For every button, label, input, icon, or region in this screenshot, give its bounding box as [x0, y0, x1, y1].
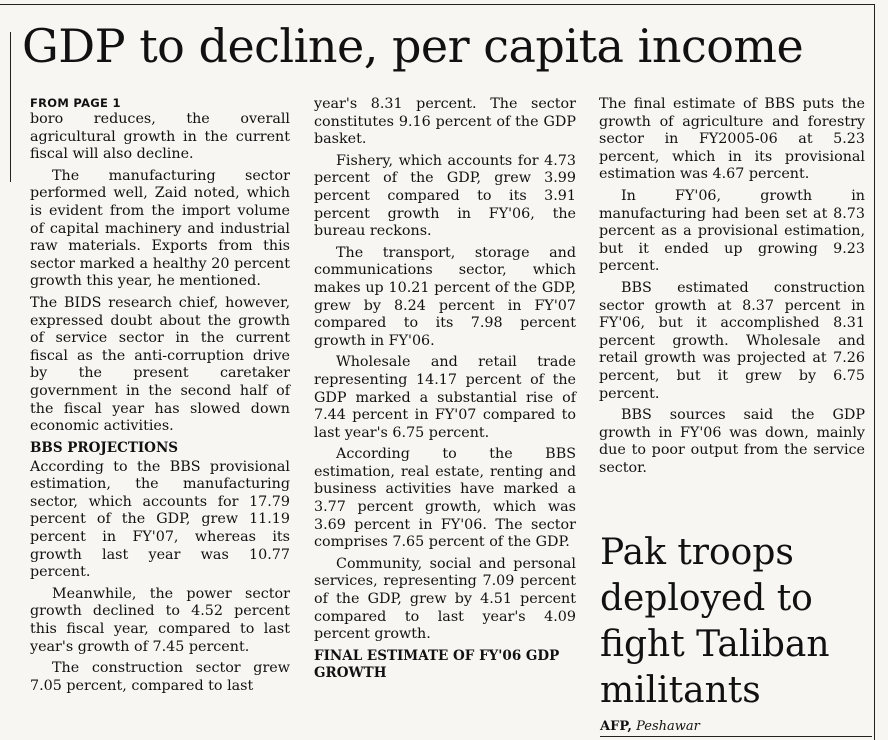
article-column-3: [599, 96, 865, 481]
subheading-final-estimate: FINAL ESTIMATE OF FY'06 GDP GROWTH: [314, 647, 560, 681]
paragraph: boro reduces, the overall agricultural growth in the current fiscal will also decline.: [30, 111, 290, 163]
byline-agency: AFP,: [600, 719, 632, 734]
paragraph: year's 8.31 percent. The sector constitutes 9.16 percent of the GDP basket.: [314, 96, 576, 148]
paragraph: According to the BBS estimation, real estate, renting and business activities have marked a 3.77 percent growth, which was 3.69 percent in FY'06. The sector comprises 7.65 percent of the GDP.: [314, 446, 576, 551]
top-rule: [0, 4, 874, 5]
byline: [600, 718, 872, 737]
paragraph: The final estimate of BBS puts the growth of agriculture and forestry sector in FY2005-06 at 5.23 percent, which in its provisional estimation was 4.67 percent.: [599, 96, 865, 183]
paragraph: In FY'06, growth in manufacturing had been set at 8.73 percent as a provisional estimation, but it ended up growing 9.23 percent.: [599, 187, 865, 275]
column-rule-right: [874, 4, 875, 740]
byline-place: Peshawar: [636, 719, 700, 734]
paragraph: The manufacturing sector performed well, Zaid noted, which is evident from the import volume of capital machinery and industrial raw materials. Exports from this sector marked a healthy 20 percent growth this year, he mentioned.: [30, 167, 290, 290]
paragraph: BBS sources said the GDP growth in FY'06 was down, mainly due to poor output from the service sector.: [599, 407, 865, 476]
paragraph: Fishery, which accounts for 4.73 percent of the GDP, grew 3.99 percent compared to its 3.91 percent growth in FY'06, the bureau reckons.: [314, 152, 576, 240]
paragraph: Meanwhile, the power sector growth declined to 4.52 percent this fiscal year, compared to last year's growth of 7.45 percent.: [30, 585, 290, 655]
column-rule-left: [10, 32, 11, 182]
article-column-2: [314, 96, 576, 684]
paragraph: Community, social and personal services, representing 7.09 percent of the GDP, grew by 4.51 percent compared to last year's 4.09 percent growth.: [314, 555, 576, 643]
paragraph: According to the BBS provisional estimation, the manufacturing sector, which accounts for 17.79 percent of the GDP, grew 11.19 percent in FY'07, whereas its growth last year was 10.77 percent.: [30, 458, 290, 581]
paragraph: The construction sector grew 7.05 percent, compared to last: [30, 660, 290, 694]
paragraph: BBS estimated construction sector growth at 8.37 percent in FY'06, but it accomplished 8.31 percent growth. Wholesale and retail growth was projected at 7.26 percent, but it grew by 6.75 percent.: [599, 279, 865, 402]
paragraph: The transport, storage and communications sector, which makes up 10.21 percent of the GDP, grew by 8.24 percent in FY'07 compared to its 7.98 percent growth in FY'06.: [314, 244, 576, 349]
subheading-bbs-projections: BBS PROJECTIONS: [30, 439, 179, 456]
paragraph: The BIDS research chief, however, expressed doubt about the growth of service sector in the current fiscal as the anti-corruption drive by the present caretaker government in the second half of the fiscal year has slowed down economic activities.: [30, 294, 290, 435]
second-story-headline: Pak troops deployed to fight Taliban militants: [600, 532, 830, 711]
paragraph: Wholesale and retail trade representing 14.17 percent of the GDP marked a substantial rise of 7.44 percent in FY'07 compared to last year's 6.75 percent.: [314, 354, 576, 441]
article-column-1: [30, 96, 290, 699]
continuation-label: FROM PAGE 1: [30, 96, 121, 110]
main-headline: GDP to decline, per capita income: [22, 19, 804, 73]
